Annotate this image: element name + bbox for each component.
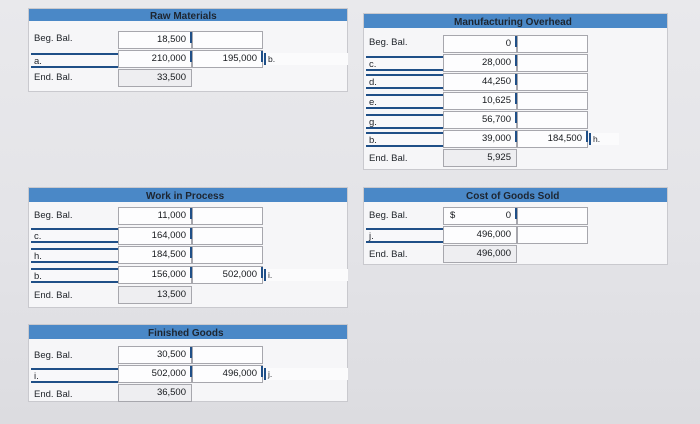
moh-credit-row-4[interactable] xyxy=(517,92,588,110)
fg-debit-i[interactable]: 502,000 xyxy=(118,365,192,383)
cogs-debit-beg-bal[interactable]: $ 0 xyxy=(443,207,517,225)
rm-credit-ref-b: b. xyxy=(264,53,348,65)
cogs-debit-end-bal[interactable]: 496,000 xyxy=(443,245,517,263)
moh-debit-g[interactable]: 56,700 xyxy=(443,111,517,129)
raw-materials-title: Raw Materials xyxy=(150,11,217,22)
cogs-credit-row-2[interactable] xyxy=(517,226,588,244)
fg-label-i: i. xyxy=(31,368,118,383)
currency-symbol: $ xyxy=(450,210,456,221)
moh-label-e: e. xyxy=(366,94,443,109)
fg-debit-beg-bal[interactable]: 30,500 xyxy=(118,346,192,364)
moh-credit-row-5[interactable] xyxy=(517,111,588,129)
wip-credit-i[interactable]: 502,000 xyxy=(192,266,263,284)
moh-debit-b[interactable]: 39,000 xyxy=(443,130,517,148)
wip-label-b: b. xyxy=(31,268,118,283)
wip-debit-c[interactable]: 164,000 xyxy=(118,227,192,245)
input-marker xyxy=(261,366,263,377)
cogs-debit-j[interactable]: 496,000 xyxy=(443,226,517,244)
wip-debit-beg-bal[interactable]: 11,000 xyxy=(118,207,192,225)
wip-label-beg-bal: Beg. Bal. xyxy=(34,210,73,221)
wip-debit-b[interactable]: 156,000 xyxy=(118,266,192,284)
moh-credit-row-1[interactable] xyxy=(517,35,588,53)
input-marker xyxy=(586,131,588,142)
rm-label-a: a. xyxy=(31,53,118,68)
wip-credit-row-1[interactable] xyxy=(192,207,263,225)
raw-materials-account xyxy=(28,8,348,92)
work-in-process-title: Work in Process xyxy=(146,191,225,202)
cost-of-goods-sold-account xyxy=(363,187,668,265)
cogs-label-j: j. xyxy=(366,228,443,243)
fg-credit-j[interactable]: 496,000 xyxy=(192,365,263,383)
manufacturing-overhead-account xyxy=(363,13,668,170)
rm-label-beg-bal: Beg. Bal. xyxy=(34,33,73,44)
fg-credit-ref-j: j. xyxy=(264,368,348,380)
fg-debit-end-bal[interactable]: 36,500 xyxy=(118,384,192,402)
moh-debit-e[interactable]: 10,625 xyxy=(443,92,517,110)
finished-goods-account xyxy=(28,324,348,402)
wip-credit-row-2[interactable] xyxy=(192,227,263,245)
fg-credit-row-1[interactable] xyxy=(192,346,263,364)
cogs-credit-row-1[interactable] xyxy=(517,207,588,225)
moh-label-d: d. xyxy=(366,74,443,89)
moh-label-g: g. xyxy=(366,114,443,129)
rm-credit-b[interactable]: 195,000 xyxy=(192,50,263,68)
wip-credit-row-3[interactable] xyxy=(192,246,263,264)
rm-debit-a[interactable]: 210,000 xyxy=(118,50,192,68)
moh-label-end-bal: End. Bal. xyxy=(369,153,408,164)
input-marker xyxy=(261,267,263,278)
moh-debit-beg-bal[interactable]: 0 xyxy=(443,35,517,53)
moh-credit-row-3[interactable] xyxy=(517,73,588,91)
moh-label-b: b. xyxy=(366,132,443,147)
moh-label-beg-bal: Beg. Bal. xyxy=(369,37,408,48)
cogs-label-beg-bal: Beg. Bal. xyxy=(369,210,408,221)
moh-debit-end-bal[interactable]: 5,925 xyxy=(443,149,517,167)
rm-label-end-bal: End. Bal. xyxy=(34,72,73,83)
rm-debit-beg-bal[interactable]: 18,500 xyxy=(118,31,192,49)
wip-label-h: h. xyxy=(31,248,118,263)
manufacturing-overhead-title: Manufacturing Overhead xyxy=(454,17,572,28)
wip-debit-end-bal[interactable]: 13,500 xyxy=(118,286,192,304)
finished-goods-title: Finished Goods xyxy=(148,328,224,339)
moh-debit-d[interactable]: 44,250 xyxy=(443,73,517,91)
cogs-label-end-bal: End. Bal. xyxy=(369,249,408,260)
wip-debit-h[interactable]: 184,500 xyxy=(118,246,192,264)
wip-credit-ref-i: i. xyxy=(264,269,348,281)
moh-debit-c[interactable]: 28,000 xyxy=(443,54,517,72)
fg-label-beg-bal: Beg. Bal. xyxy=(34,350,73,361)
wip-label-end-bal: End. Bal. xyxy=(34,290,73,301)
wip-label-c: c. xyxy=(31,228,118,243)
rm-debit-end-bal[interactable]: 33,500 xyxy=(118,69,192,87)
moh-credit-ref-h: h. xyxy=(589,133,619,145)
work-in-process-account xyxy=(28,187,348,308)
rm-credit-beg-bal[interactable] xyxy=(192,31,263,49)
input-marker xyxy=(261,51,263,62)
moh-credit-h[interactable]: 184,500 xyxy=(517,130,588,148)
moh-credit-row-2[interactable] xyxy=(517,54,588,72)
fg-label-end-bal: End. Bal. xyxy=(34,389,73,400)
cost-of-goods-sold-title: Cost of Goods Sold xyxy=(466,191,560,202)
moh-label-c: c. xyxy=(366,56,443,71)
